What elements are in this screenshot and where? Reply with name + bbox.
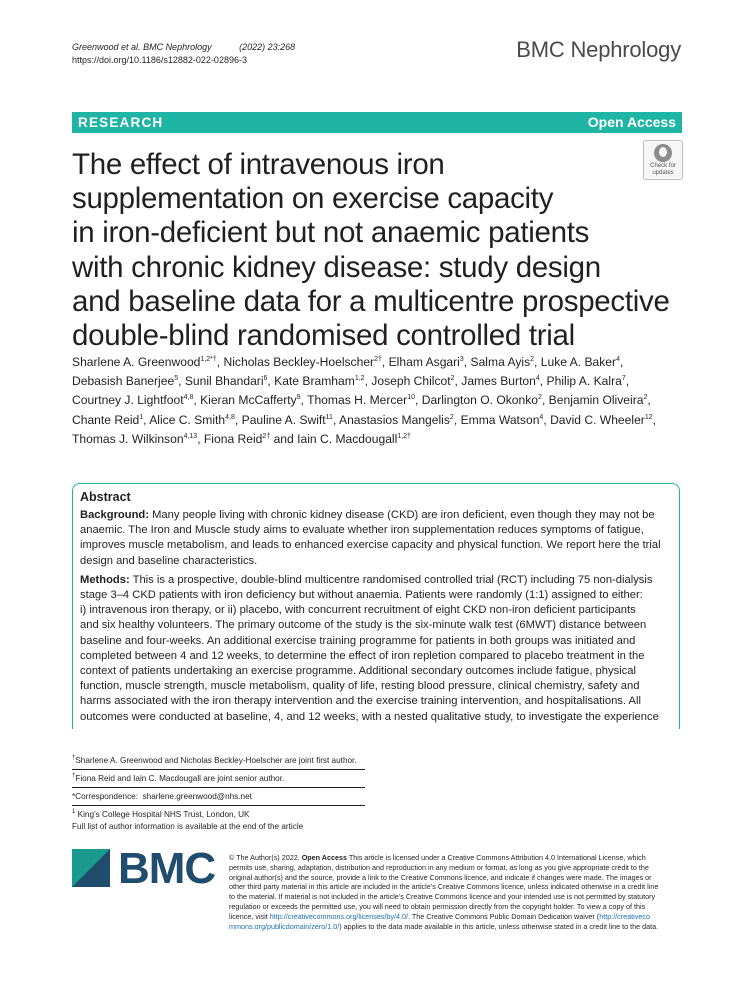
- author-name[interactable]: Thomas H. Mercer: [307, 393, 408, 408]
- author-name[interactable]: Nicholas Beckley-Hoelscher: [223, 355, 375, 369]
- author-separator: ,: [463, 355, 471, 369]
- author-separator: ,: [216, 355, 224, 369]
- author-separator: ,: [652, 412, 657, 427]
- abstract-line: anaemic. The Iron and Muscle study aims to evaluate whether iron supplementation reduces symptoms of fatigue,: [80, 524, 644, 537]
- author-affiliation-sup: 4,8: [183, 394, 194, 402]
- methods-label: Methods:: [80, 573, 130, 586]
- author-line: [72, 411, 684, 430]
- author-separator: ,: [178, 374, 185, 389]
- author-line: [72, 430, 684, 449]
- abstract-body: [80, 508, 676, 725]
- author-separator: ,: [454, 374, 462, 389]
- author-name[interactable]: Pauline A. Swift: [241, 412, 326, 427]
- author-affiliation-sup: 1,2: [354, 375, 365, 383]
- author-name[interactable]: Kate Bramham: [274, 374, 355, 389]
- author-name[interactable]: Elham Asgari: [388, 355, 460, 369]
- abstract-line: This is a prospective, double-blind multicentre randomised controlled trial (RCT) including 75 non-dialysis: [132, 573, 653, 586]
- author-affiliation-sup: 4: [535, 375, 540, 383]
- author-separator: ,: [332, 412, 339, 427]
- journal-name: BMC Nephrology: [516, 37, 681, 62]
- license-line: ) applies to the data made available in this article, unless otherwise stated in a credit line to the data.: [339, 921, 659, 931]
- title-line: in iron-deficient but not anaemic patients: [72, 216, 590, 250]
- footnotes: [72, 755, 365, 833]
- license-line: regulation or exceeds the permitted use, you will need to obtain permission directly from the copyright holder. To view a copy of this: [229, 901, 646, 911]
- author-affiliation-sup: 5: [174, 375, 179, 383]
- license-line: permits use, sharing, adaptation, distribution and reproduction in any medium or format, as long as you give appropriate credit to the: [229, 862, 649, 872]
- title-line: and baseline data for a multicentre prospective: [72, 284, 670, 318]
- author-name[interactable]: Darlington O. Okonko: [421, 393, 539, 408]
- license-statement: [229, 853, 681, 931]
- citation-header: [72, 41, 295, 67]
- abstract-line: completed between 4 and 12 weeks, to determine the effect of iron repletion compared to placebo treatment in the: [80, 649, 645, 662]
- badge-line-1: Check for: [650, 163, 676, 169]
- license-line: . The Creative Commons Public Domain Dedication waiver (: [407, 911, 600, 921]
- author-line: [72, 372, 684, 391]
- author-affiliation-sup: 1,2*†: [200, 356, 217, 363]
- full-author-info-note: Full list of author information is available at the end of the article: [72, 822, 304, 831]
- author-line: [72, 353, 684, 372]
- author-separator: ,: [193, 393, 201, 408]
- license-line: licence, visit: [229, 911, 268, 921]
- author-name[interactable]: Sharlene A. Greenwood: [72, 355, 201, 369]
- citation-year-volume: (2022) 23:268: [239, 42, 296, 52]
- author-affiliation-sup: 4,13: [183, 432, 198, 440]
- background-label: Background:: [80, 509, 149, 521]
- author-separator: ,: [453, 412, 461, 427]
- author-name[interactable]: Alice C. Smith: [149, 412, 226, 427]
- author-affiliation-sup: 2: [538, 394, 542, 402]
- abstract-box: [72, 483, 680, 729]
- author-name[interactable]: Anastasios Mangelis: [339, 412, 450, 427]
- license-line: to the material. If material is not included in the article’s Creative Commons licence and your intended use is not permitted by statutory: [229, 892, 656, 902]
- footnote-divider: [72, 787, 365, 788]
- correspondence-email[interactable]: sharlene.greenwood@nhs.net: [142, 792, 252, 801]
- joint-first-note: †Sharlene A. Greenwood and Nicholas Beckley-Hoelscher are joint first author.: [72, 755, 357, 765]
- author-affiliation-sup: 4: [616, 356, 620, 363]
- author-name[interactable]: David C. Wheeler: [550, 412, 645, 427]
- citation-journal: BMC Nephrology: [143, 42, 212, 52]
- author-name[interactable]: Kieran McCafferty: [200, 393, 297, 408]
- author-name[interactable]: Benjamin Oliveira: [548, 393, 644, 408]
- section-label: RESEARCH: [78, 115, 164, 130]
- license-line: This article is licensed under a Creative Commons Attribution 4.0 International License, which: [348, 853, 646, 862]
- author-affiliation-sup: 10: [407, 394, 415, 402]
- title-line: supplementation on exercise capacity: [72, 182, 554, 216]
- footnote-divider: [72, 769, 365, 770]
- author-name[interactable]: Emma Watson: [460, 412, 540, 427]
- author-name[interactable]: Courtney J. Lightfoot: [72, 393, 184, 408]
- author-affiliation-sup: 9: [296, 394, 301, 402]
- abstract-heading: Abstract: [80, 490, 131, 504]
- article-title: [72, 148, 672, 353]
- copyright-text: © The Author(s) 2022.: [229, 853, 300, 862]
- abstract-line: i) intravenous iron therapy, or ii) placebo, with concurrent recruitment of eight CKD non-iron deficient participants: [80, 604, 636, 617]
- doi-link[interactable]: https://doi.org/10.1186/s12882-022-02896-3: [72, 55, 247, 65]
- author-name[interactable]: Chante Reid: [72, 412, 140, 427]
- author-separator: ,: [541, 393, 549, 408]
- badge-line-2: updates: [652, 169, 674, 176]
- author-separator: ,: [415, 393, 422, 408]
- author-affiliation-sup: 2: [449, 413, 454, 421]
- author-affiliation-sup: 1: [139, 413, 144, 421]
- author-name[interactable]: Debasish Banerjee: [72, 374, 175, 389]
- abstract-line: design and baseline characteristics.: [80, 554, 258, 567]
- author-affiliation-sup: 2: [530, 356, 535, 363]
- author-separator: ,: [234, 412, 242, 427]
- cc-zero-link-part2[interactable]: mmons.org/publicdomain/zero/1.0/: [229, 921, 340, 931]
- joint-senior-note: †Fiona Reid and Iain C. Macdougall are joint senior author.: [72, 773, 285, 783]
- author-separator: ,: [539, 374, 547, 389]
- author-separator: ,: [197, 431, 204, 446]
- author-name[interactable]: Thomas J. Wilkinson: [72, 431, 184, 446]
- author-affiliation-sup: 11: [325, 413, 333, 421]
- author-name[interactable]: James Burton: [461, 374, 536, 389]
- author-name[interactable]: Fiona Reid: [203, 431, 263, 446]
- abstract-line: stage 3–4 CKD patients with iron deficiency but without anaemia. Patients were randomly (1:1) assigned to either:: [80, 589, 643, 602]
- open-access-bold: Open Access: [301, 853, 347, 862]
- author-separator: ,: [619, 355, 624, 369]
- abstract-line: harms associated with the iron therapy intervention and the exercise training intervention, and hospitalisations. All: [80, 695, 641, 708]
- author-separator: ,: [647, 393, 651, 408]
- abstract-line: function, muscle strength, muscle metabolism, quality of life, resting blood pressure, clinical chemistry, safety and: [80, 680, 640, 693]
- abstract-line: outcomes were conducted at baseline, 4, and 12 weeks, with a nested qualitative study, to investigate the experience: [80, 710, 659, 723]
- author-affiliation-sup: 1,2†: [397, 432, 411, 440]
- open-access-label: Open Access: [587, 114, 676, 130]
- author-separator: ,: [267, 374, 275, 389]
- author-affiliation-sup: 2: [643, 394, 648, 402]
- abstract-line: improves muscle metabolism, and leads to enhanced exercise capacity and physical function. We report here the trial: [80, 539, 661, 552]
- author-name[interactable]: Luke A. Baker: [540, 355, 617, 369]
- bmc-logo-text: BMC: [118, 844, 216, 893]
- author-separator: ,: [300, 393, 308, 408]
- author-affiliation-sup: 4,8: [225, 413, 235, 421]
- author-separator: ,: [625, 374, 630, 389]
- title-line: with chronic kidney disease: study design: [72, 250, 601, 284]
- author-name[interactable]: Salma Ayis: [470, 355, 531, 369]
- abstract-line: baseline and four-weeks. An additional exercise training programme for patients in both groups was initiated and: [80, 634, 636, 647]
- author-name[interactable]: Philip A. Kalra: [546, 374, 622, 389]
- author-list: [72, 353, 684, 449]
- author-name[interactable]: Joseph Chilcot: [371, 374, 451, 389]
- author-affiliation-sup: 3: [459, 356, 464, 363]
- author-separator: ,: [143, 412, 150, 427]
- author-affiliation-sup: 2†: [262, 432, 271, 440]
- author-affiliation-sup: 12: [644, 413, 653, 421]
- correspondence-note: [72, 791, 365, 803]
- author-separator: and: [270, 431, 298, 446]
- author-name[interactable]: Iain C. Macdougall: [297, 431, 398, 446]
- author-separator: ,: [543, 412, 551, 427]
- author-separator: ,: [381, 355, 389, 369]
- author-separator: ,: [364, 374, 372, 389]
- footnote-divider: [72, 805, 365, 806]
- abstract-line: Many people living with chronic kidney disease (CKD) are iron deficient, even though they may not be: [152, 509, 655, 521]
- correspondence-label: *Correspondence:: [72, 792, 138, 801]
- license-line: original author(s) and the source, provide a link to the Creative Commons licence, and indicate if changes were made. The images or: [229, 872, 652, 882]
- author-affiliation-sup: 4: [539, 413, 544, 421]
- section-banner: [72, 112, 682, 133]
- author-line: [72, 391, 684, 410]
- title-line: The effect of intravenous iron: [72, 148, 445, 181]
- cc-by-license-link[interactable]: http://creativecommons.org/licenses/by/4.0/: [269, 911, 408, 921]
- author-name[interactable]: Sunil Bhandari: [184, 374, 264, 389]
- author-affiliation-sup: 6: [263, 375, 268, 383]
- license-line: other third party material in this article are included in the article’s Creative Commons licence, unless indicated otherwise in a credit line: [229, 882, 659, 892]
- author-affiliation-sup: 2: [450, 375, 455, 383]
- affiliation-note: $^1$ King’s College Hospital NHS Trust, London, UK: [72, 809, 250, 819]
- abstract-line: and six healthy volunteers. The primary outcome of the study is the six-minute walk test (6MWT) distance between: [80, 619, 647, 632]
- title-line: double-blind randomised controlled trial: [72, 319, 575, 353]
- abstract-line: context of patients undertaking an exercise programme. Additional secondary outcomes include fatigue, physical: [80, 665, 636, 678]
- citation-authors: Greenwood et al.: [72, 42, 141, 52]
- author-separator: ,: [534, 355, 541, 369]
- author-affiliation-sup: 2†: [374, 356, 382, 363]
- author-affiliation-sup: 7: [621, 375, 626, 383]
- cc-zero-link-part1[interactable]: http://creativeco: [599, 911, 650, 921]
